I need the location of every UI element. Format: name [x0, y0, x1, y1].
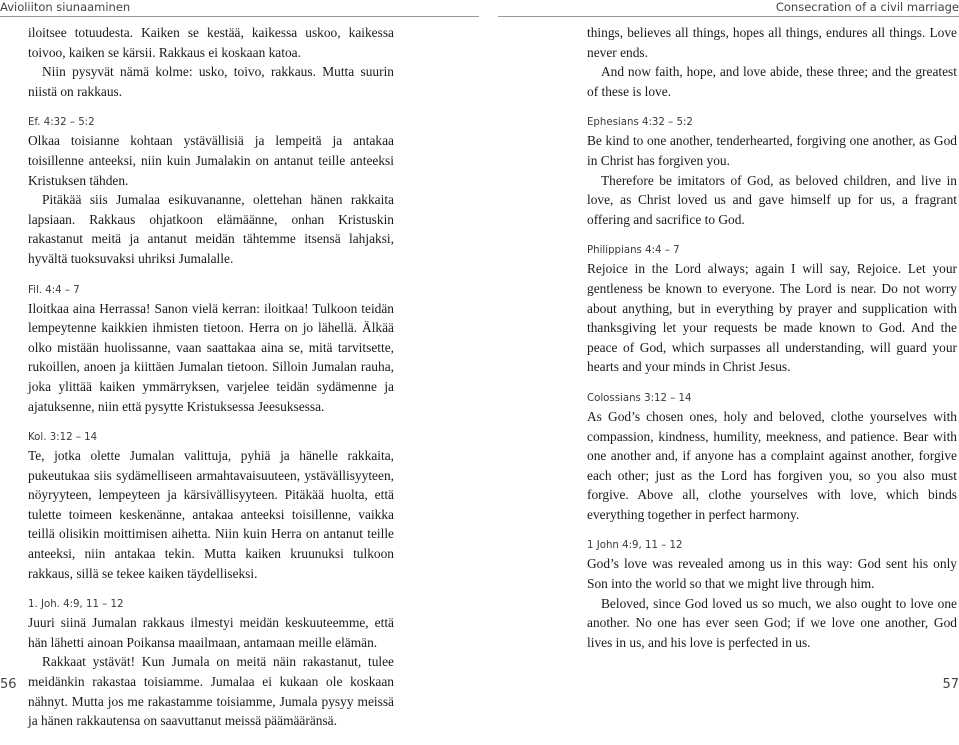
text-block — [28, 283, 394, 417]
scripture-reference: Colossians 3:12 – 14 — [587, 392, 692, 404]
left-page-text — [28, 23, 394, 745]
paragraph: iloitsee totuudesta. Kaiken se kestää, kaikessa uskoo, kaikessa toivoo, kaiken se kärsii. Rakkaus ei koskaan katoa. — [28, 25, 394, 60]
paragraph: Rejoice in the Lord always; again I will say, Rejoice. Let your gentleness be known to everyone. The Lord is near. Do not worry about anything, but in everything by prayer and supplication with thanksgiving let your requests be made known to God. And the peace of God, which surpasses all understanding, will guard your hearts and your minds in Christ Jesus. — [587, 261, 957, 375]
paragraph: Rakkaat ystävät! Kun Jumala on meitä näin rakastanut, tulee meidänkin rakastaa toisiamme. Jumalaa ei kukaan ole koskaan nähnyt. Mutta jos me rakastamme toisiamme, Jumala pysyy meissä ja hänen rakkautensa on saavuttanut meissä päämääränsä. — [28, 654, 394, 729]
running-header-left: Avioliiton siunaaminen — [0, 0, 131, 14]
text-block — [587, 115, 957, 229]
scripture-reference: 1. Joh. 4:9, 11 – 12 — [28, 599, 124, 611]
text-block — [587, 391, 957, 525]
scripture-reference: Kol. 3:12 – 14 — [28, 432, 98, 444]
paragraph: And now faith, hope, and love abide, these three; and the greatest of these is love. — [587, 64, 957, 99]
text-block — [587, 23, 957, 101]
running-header-right: Consecration of a civil marriage — [775, 0, 959, 14]
paragraph: Olkaa toisianne kohtaan ystävällisiä ja lempeitä ja antakaa toisillenne anteeksi, niin kuin Jumalakin on antanut teille anteeksi Kristuksen tähden. — [28, 133, 394, 188]
header-rule-left — [0, 16, 479, 17]
text-block — [587, 243, 957, 377]
paragraph: Pitäkää siis Jumalaa esikuvananne, olettehan hänen rakkaita lapsiaan. Rakkaus ohjatkoon elämäänne, onhan Kristuskin rakastanut meitä ja antanut meidän tähtemme itsensä lahjaksi, hyvältä tuoksuvaksi uhriksi Jumalalle. — [28, 192, 394, 266]
text-block — [28, 23, 394, 101]
text-block — [28, 430, 394, 583]
text-block — [587, 538, 957, 652]
paragraph: Juuri siinä Jumalan rakkaus ilmestyi meidän keskuuteemme, että hän lähetti ainoan Poikansa maailmaan, antamaan meille elämän. — [28, 615, 394, 650]
paragraph: As God’s chosen ones, holy and beloved, clothe yourselves with compassion, kindness, humility, meekness, and patience. Bear with one another and, if anyone has a complaint against another, forgive each other; just as the Lord has forgiven you, so you also must forgive. Above all, clothe yourselves with love, which binds everything together in perfect harmony. — [587, 408, 957, 522]
paragraph: Beloved, since God loved us so much, we also ought to love one another. No one has ever seen God; if we love one another, God lives in us, and his love is perfected in us. — [587, 595, 957, 650]
paragraph: Niin pysyvät nämä kolme: usko, toivo, rakkaus. Mutta suurin niistä on rakkaus. — [28, 64, 394, 99]
scripture-reference: Ef. 4:32 – 5:2 — [28, 117, 95, 129]
scripture-reference: 1 John 4:9, 11 – 12 — [587, 540, 683, 552]
text-block — [28, 115, 394, 268]
scripture-reference: Fil. 4:4 – 7 — [28, 284, 80, 296]
paragraph: God’s love was revealed among us in this way: God sent his only Son into the world so that we might live through him. — [587, 556, 957, 592]
paragraph: Therefore be imitators of God, as beloved children, and live in love, as Christ loved us and gave himself up for us, a fragrant offering and sacrifice to God. — [587, 172, 957, 227]
text-block — [28, 597, 394, 731]
right-page-text — [587, 23, 957, 666]
page-number-left: 56 — [0, 677, 17, 692]
paragraph: things, believes all things, hopes all things, endures all things. Love never ends. — [587, 25, 957, 60]
page-number-right: 57 — [942, 677, 959, 692]
scripture-reference: Ephesians 4:32 – 5:2 — [587, 117, 693, 129]
scripture-reference: Philippians 4:4 – 7 — [587, 245, 680, 257]
paragraph: Te, jotka olette Jumalan valittuja, pyhiä ja hänelle rakkaita, pukeutukaa siis sydämelliseen armahtavaisuuteen, ystävällisyyteen, nöyryyteen, lempeyteen ja kärsivällisyyteen. Pitäkää huolta, että tulette toimeen keskenänne, antakaa anteeksi toisillenne, vaikka teillä olisikin moittimisen aihetta. Niin kuin Herra on antanut teille anteeksi, niin antakaa tekin. Mutta kaiken kruunuksi tulkoon rakkaus, sillä se tekee kaiken täydelliseksi. — [28, 448, 394, 581]
paragraph: Iloitkaa aina Herrassa! Sanon vielä kerran: iloitkaa! Tulkoon teidän lempeytenne kaikkien ihmisten tietoon. Herra on jo lähellä. Älkää olko mistään huolissanne, vaan saattakaa aina se, mitä tarvitsette, rukoillen, anoen ja kiittäen Jumalan tietoon. Silloin Jumalan rauha, joka ylittää kaiken ymmärryksen, varjelee teidän sydämenne ja ajatuksenne, niin että pysytte Kristuksessa Jeesuksessa. — [28, 300, 394, 414]
header-rule-right — [498, 16, 959, 17]
paragraph: Be kind to one another, tenderhearted, forgiving one another, as God in Christ has forgiven you. — [587, 133, 957, 168]
